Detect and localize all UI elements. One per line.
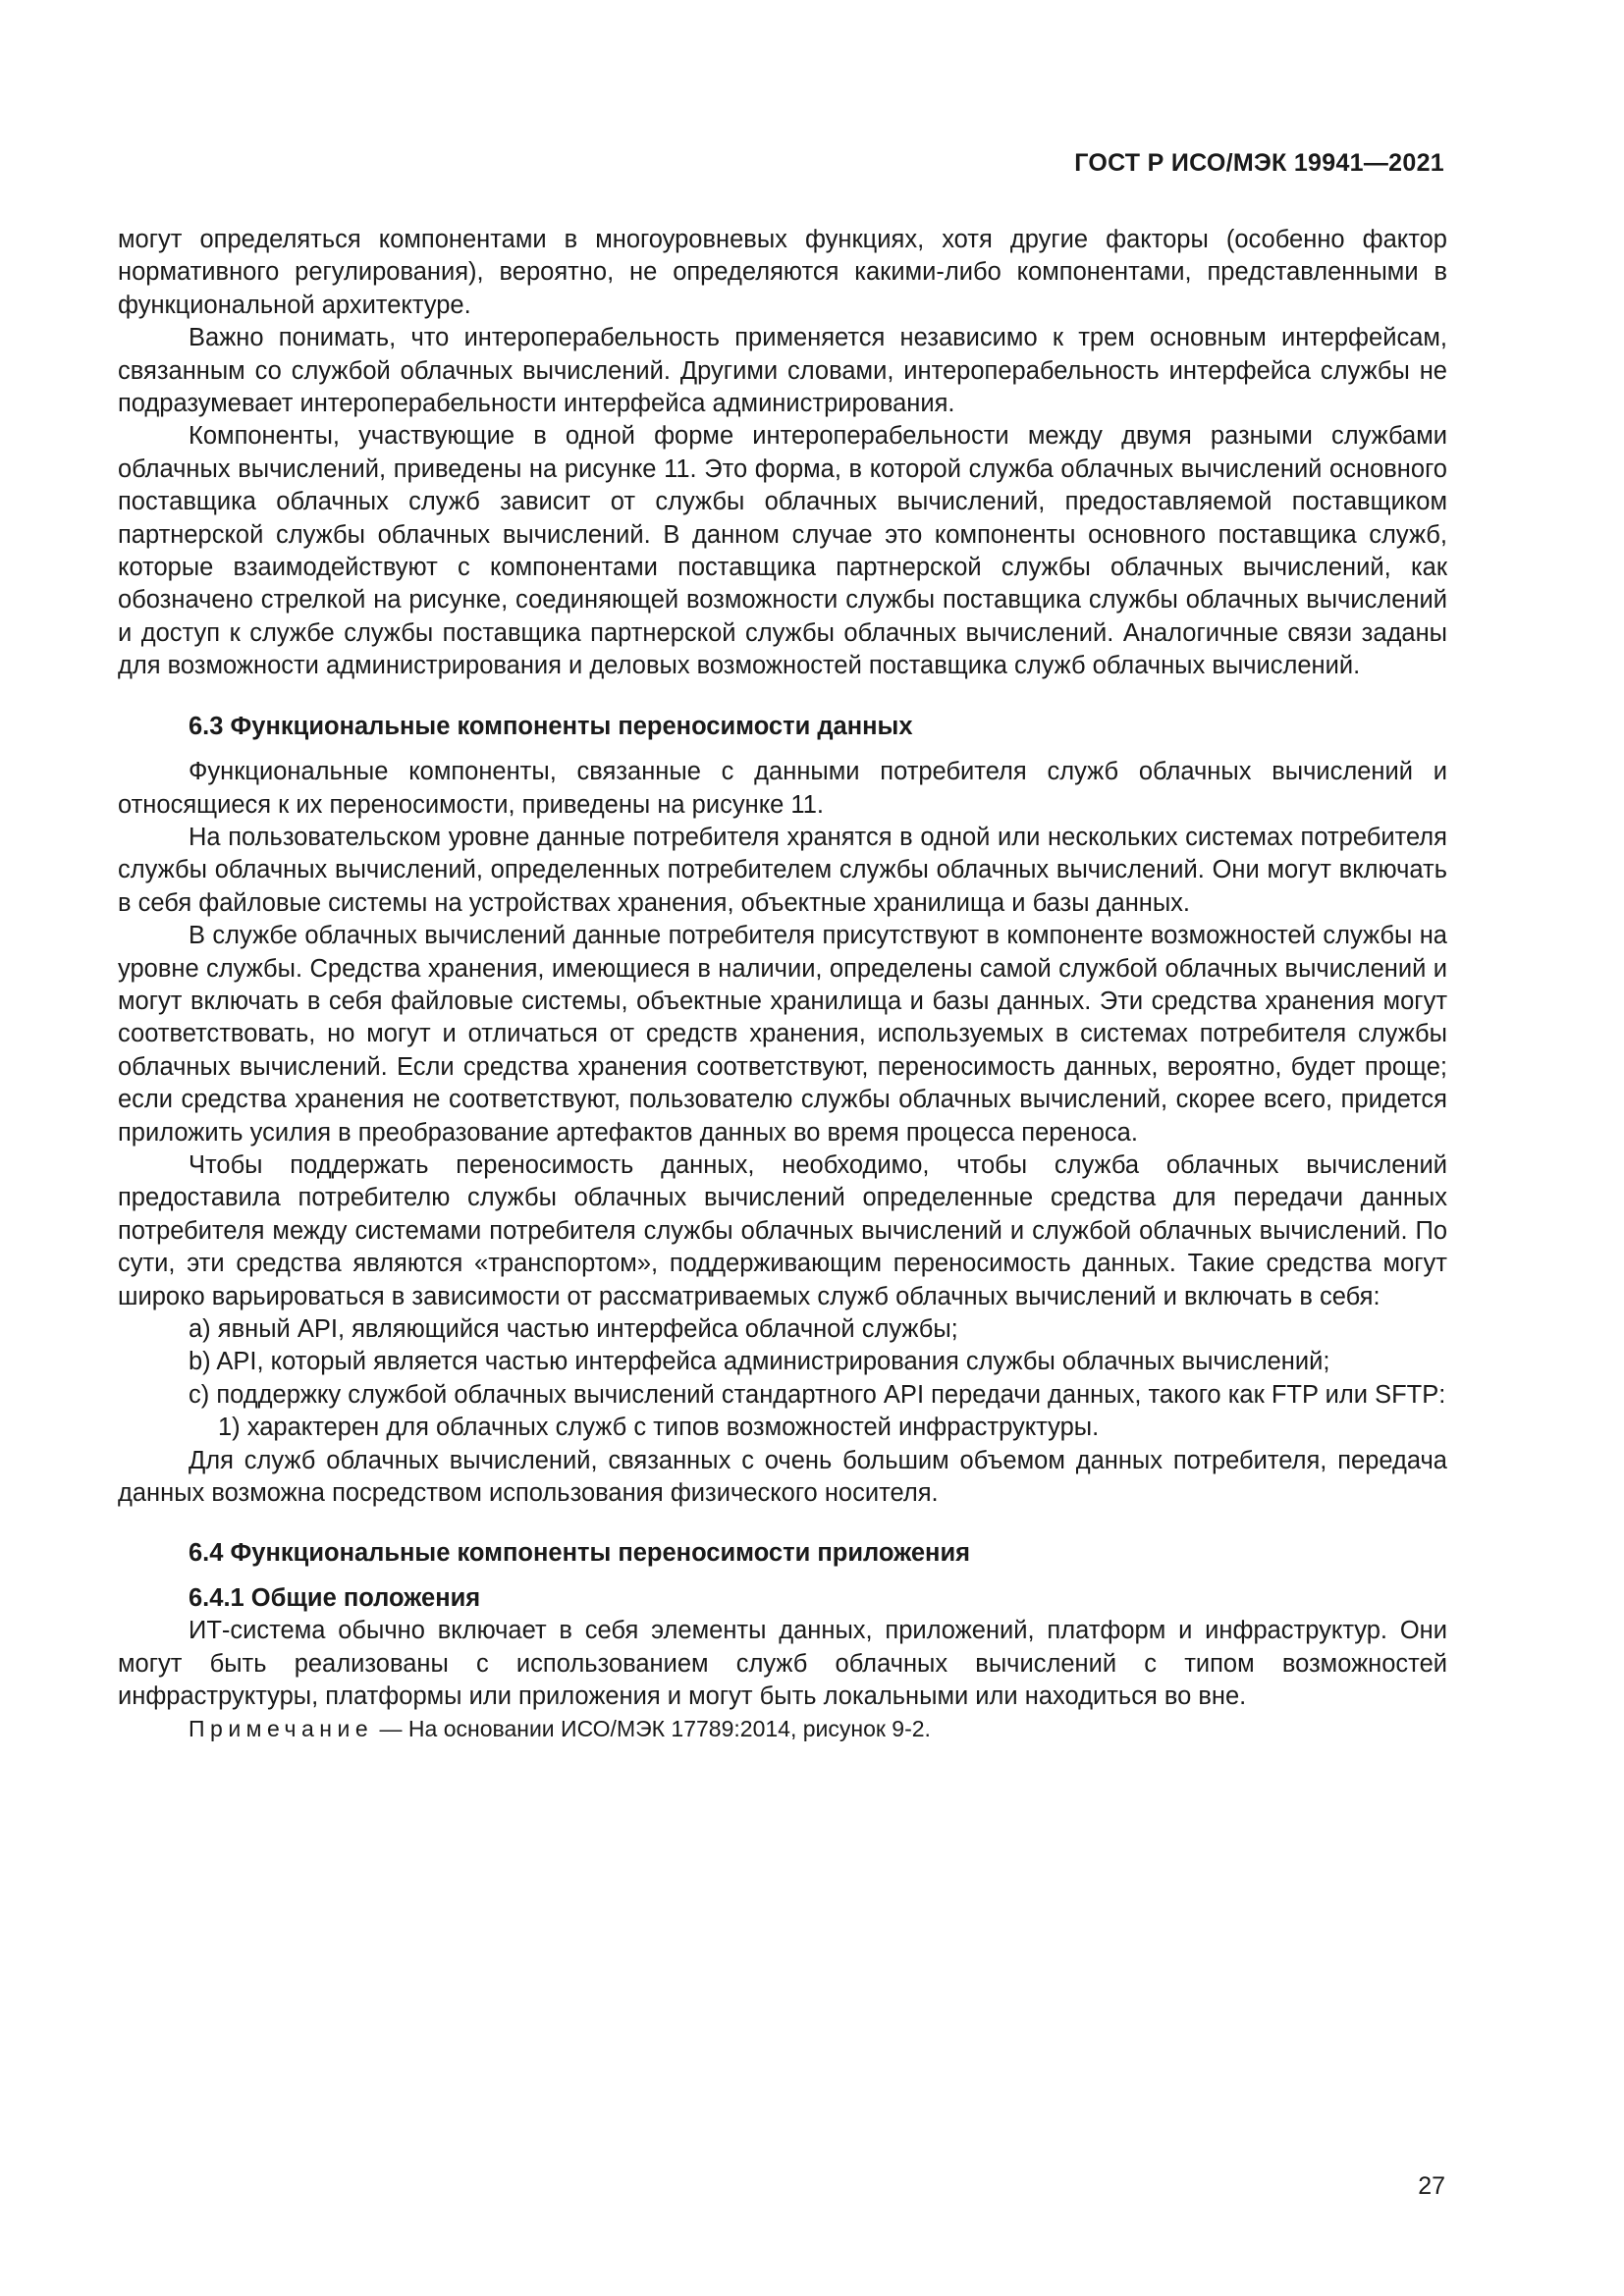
- paragraph: ИТ-система обычно включает в себя элементы данных, приложений, платформ и инфраструктур. Они могут быть реализованы с использованием служб облачных вычислений с типом возможностей инфраструктуры, платформы или приложения и могут быть локальными или находиться во вне.: [118, 1617, 1447, 1711]
- paragraph: Компоненты, участвующие в одной форме интероперабельности между двумя разными службами облачных вычислений, приведены на рисунке 11. Это форма, в которой служба облачных вычислений основного поставщика облачных служб зависит от службы облачных вычислений, предоставляемой поставщиком партнерской службы облачных вычислений. В данном случае это компоненты основного поставщика служб, которые взаимодействуют с компонентами поставщика партнерской службы облачных вычислений, как обозначено стрелкой на рисунке, соединяющей возможности службы поставщика службы облачных вычислений и доступ к службе службы поставщика партнерской службы облачных вычислений. Аналогичные связи заданы для возможности администрирования и деловых возможностей поставщика служб облачных вычислений.: [118, 422, 1447, 680]
- paragraph: На пользовательском уровне данные потребителя хранятся в одной или нескольких системах потребителя службы облачных вычислений, определенных потребителем службы облачных вычислений. Они могут включать в себя файловые системы на устройствах хранения, объектные хранилища и базы данных.: [118, 823, 1447, 917]
- note-label: Примечание: [189, 1716, 374, 1742]
- section-heading-6-4: 6.4 Функциональные компоненты переносимости приложения: [189, 1539, 971, 1568]
- paragraph: Чтобы поддержать переносимость данных, необходимо, чтобы служба облачных вычислений предоставила потребителю службы облачных вычислений определенные средства для передачи данных потребителя между системами потребителя службы облачных вычислений и службой облачных вычислений. По сути, эти средства являются «транспортом», поддерживающим переносимость данных. Такие средства могут широко варьироваться в зависимости от рассматриваемых служб облачных вычислений и включать в себя:: [118, 1150, 1447, 1310]
- subsection-heading-6-4-1: 6.4.1 Общие положения: [189, 1583, 481, 1612]
- page-number: 27: [1418, 2172, 1445, 2200]
- paragraph: Для служб облачных вычислений, связанных с очень большим объемом данных потребителя, передача данных возможна посредством использования физического носителя.: [118, 1446, 1447, 1508]
- paragraph: Функциональные компоненты, связанные с данными потребителя служб облачных вычислений и относящиеся к их переносимости, приведены на рисунке 11.: [118, 758, 1447, 819]
- document-code: ГОСТ Р ИСО/МЭК 19941—2021: [1074, 149, 1444, 177]
- list-item: a) явный API, являющийся частью интерфейса облачной службы;: [189, 1315, 958, 1343]
- section-heading-6-3: 6.3 Функциональные компоненты переносимости данных: [189, 712, 913, 740]
- list-sub-item: 1) характерен для облачных служб с типов возможностей инфраструктуры.: [218, 1414, 1100, 1442]
- list-item: c) поддержку службой облачных вычислений стандартного API передачи данных, такого как FTP или SFTP:: [189, 1380, 1446, 1409]
- paragraph: В службе облачных вычислений данные потребителя присутствуют в компоненте возможностей службы на уровне службы. Средства хранения, имеющиеся в наличии, определены самой службой облачных вычислений и могут включать в себя файловые системы, объектные хранилища и базы данных. Эти средства хранения могут соответствовать, но могут и отличаться от средств хранения, используемых в системах потребителя службы облачных вычислений. Если средства хранения соответствуют, переносимость данных, вероятно, будет проще; если средства хранения не соответствуют, пользователю службы облачных вычислений, скорее всего, придется приложить усилия в преобразование артефактов данных во время процесса переноса.: [118, 922, 1447, 1147]
- note-text: — На основании ИСО/МЭК 17789:2014, рисунок 9-2.: [373, 1716, 931, 1742]
- paragraph: могут определяться компонентами в многоуровневых функциях, хотя другие факторы (особенно фактор нормативного регулирования), вероятно, не определяются какими-либо компонентами, представленными в функциональной архитектуре.: [118, 226, 1447, 319]
- paragraph: Важно понимать, что интероперабельность применяется независимо к трем основным интерфейсам, связанным со службой облачных вычислений. Другими словами, интероперабельность интерфейса службы не подразумевает интероперабельности интерфейса администрирования.: [118, 324, 1447, 418]
- note: [118, 1713, 1447, 1745]
- document-body: [118, 224, 1447, 1746]
- list-item: b) API, который является частью интерфейса администрирования службы облачных вычислений;: [189, 1348, 1330, 1376]
